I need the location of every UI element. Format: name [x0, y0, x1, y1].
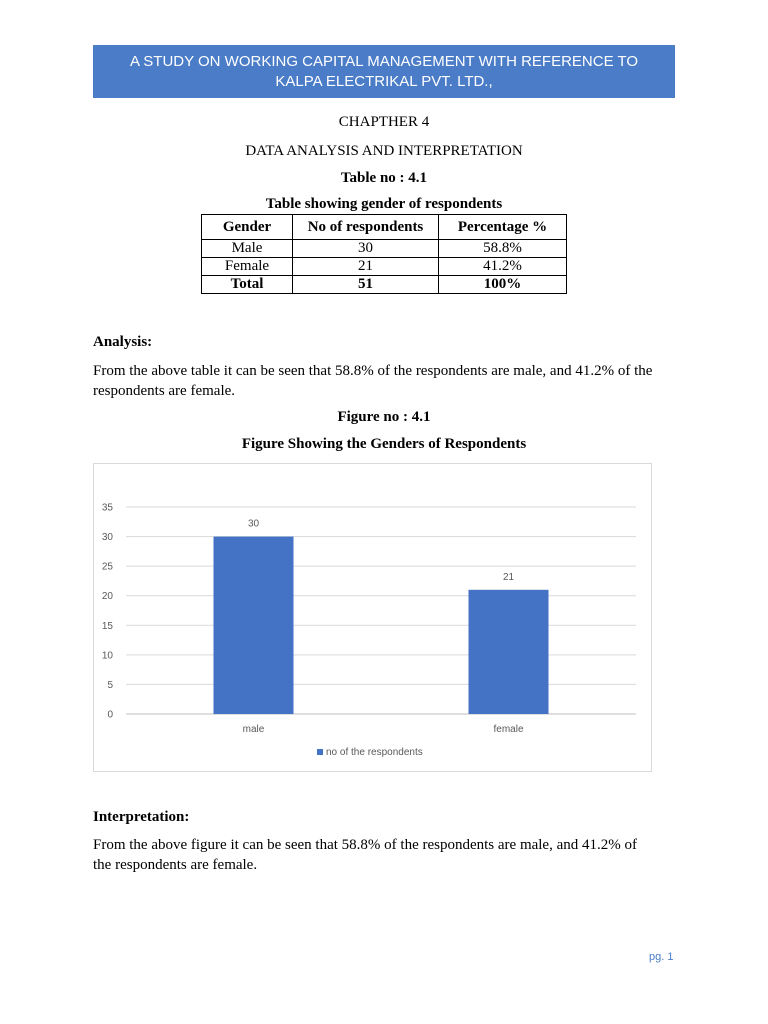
total-label: Total — [202, 276, 293, 294]
table-header-row — [202, 215, 567, 240]
y-tick-label: 5 — [107, 679, 113, 691]
analysis-line-1: From the above table it can be seen that 58.8% of the respondents are male, and 41.2% of the — [93, 363, 653, 379]
table-number: Table no : 4.1 — [340, 170, 428, 186]
analysis-line-2: respondents are female. — [93, 383, 236, 399]
cell-percent: 41.2% — [439, 258, 567, 276]
total-percent: 100% — [439, 276, 567, 294]
chapter-heading: CHAPTHER 4 — [338, 114, 430, 130]
y-tick-label: 0 — [107, 709, 113, 721]
cell-gender: Female — [202, 258, 293, 276]
legend-label: no of the respondents — [326, 747, 423, 758]
interpretation-paragraph — [93, 835, 675, 875]
cell-count: 21 — [293, 258, 439, 276]
header-gender: Gender — [202, 215, 293, 240]
figure-caption: Figure Showing the Genders of Respondents — [241, 436, 527, 452]
interpretation-heading: Interpretation: — [93, 809, 190, 825]
y-tick-label: 30 — [101, 532, 113, 544]
interpretation-line-2: the respondents are female. — [93, 857, 258, 873]
table-row — [202, 258, 567, 276]
bar-chart-svg — [94, 464, 651, 771]
table-row — [202, 240, 567, 258]
y-tick-label: 25 — [101, 561, 113, 573]
cell-gender: Male — [202, 240, 293, 258]
analysis-paragraph — [93, 361, 675, 401]
data-label: 30 — [247, 518, 260, 530]
bar — [469, 590, 549, 714]
data-label: 21 — [502, 571, 515, 583]
table-total-row — [202, 276, 567, 294]
cell-percent: 58.8% — [439, 240, 567, 258]
y-tick-label: 20 — [101, 591, 113, 603]
table-caption: Table showing gender of respondents — [265, 196, 503, 212]
bar — [214, 537, 294, 714]
bar-chart — [93, 463, 652, 772]
title-banner — [93, 45, 675, 98]
section-title: DATA ANALYSIS AND INTERPRETATION — [245, 143, 523, 159]
page-number: pg. 1 — [649, 951, 674, 963]
cell-count: 30 — [293, 240, 439, 258]
banner-line-2: KALPA ELECTRIKAL PVT. LTD., — [275, 72, 493, 90]
y-tick-label: 35 — [101, 502, 113, 514]
y-tick-label: 10 — [101, 650, 113, 662]
figure-number: Figure no : 4.1 — [337, 409, 431, 425]
y-tick-label: 15 — [101, 620, 113, 632]
gender-table — [201, 214, 567, 294]
x-tick-label: female — [493, 724, 524, 735]
header-respondents: No of respondents — [293, 215, 439, 240]
banner-line-1: A STUDY ON WORKING CAPITAL MANAGEMENT WITH REFERENCE TO — [129, 52, 639, 70]
header-percentage: Percentage % — [439, 215, 567, 240]
x-tick-label: male — [242, 724, 265, 735]
interpretation-line-1: From the above figure it can be seen that 58.8% of the respondents are male, and 41.2% of — [93, 837, 637, 853]
legend-swatch — [317, 749, 323, 755]
analysis-heading: Analysis: — [93, 334, 153, 350]
total-count: 51 — [293, 276, 439, 294]
